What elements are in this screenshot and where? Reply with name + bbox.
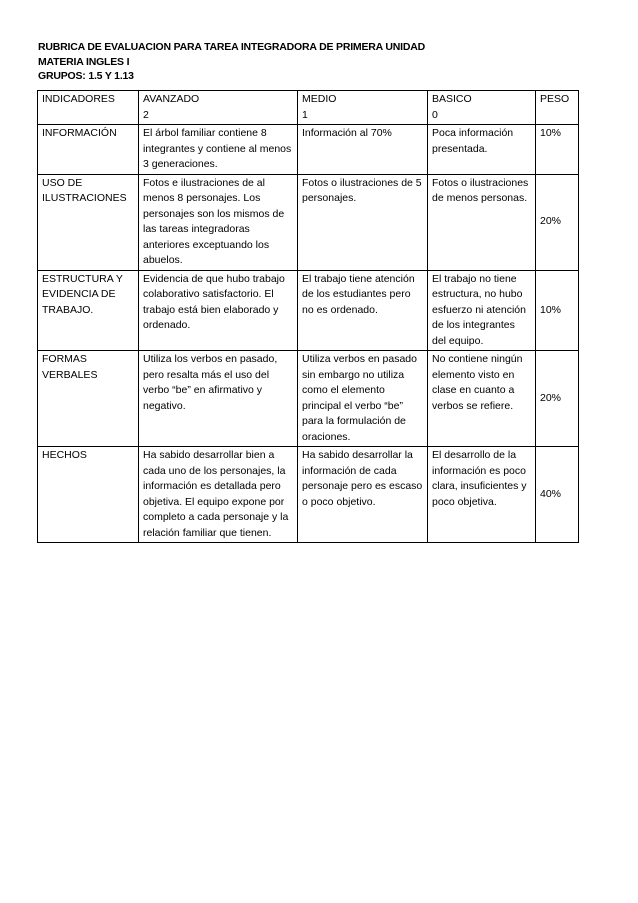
column-header-basico: BASICO 0 [428, 91, 536, 125]
level-basico: 0 [432, 108, 438, 121]
peso-cell: 20% [536, 174, 579, 270]
medio-cell: Ha sabido desarrollar la información de cada personaje pero es escaso o poco objetivo. [298, 447, 428, 543]
avanzado-cell: El árbol familiar contiene 8 integrantes y contiene al menos 3 generaciones. [139, 125, 298, 175]
document-title: RUBRICA DE EVALUACION PARA TAREA INTEGRADORA DE PRIMERA UNIDAD [38, 41, 425, 53]
basico-cell: El trabajo no tiene estructura, no hubo esfuerzo ni atención de los integrantes del equipo. [428, 270, 536, 351]
document-header [38, 40, 425, 84]
table-row [38, 447, 579, 543]
basico-cell: Fotos o ilustraciones de menos personas. [428, 174, 536, 270]
basico-cell: Poca información presentada. [428, 125, 536, 175]
table-row [38, 270, 579, 351]
medio-cell: Fotos o ilustraciones de 5 personajes. [298, 174, 428, 270]
indicator-cell: FORMAS VERBALES [38, 351, 139, 447]
level-medio: 1 [302, 108, 308, 121]
level-avanzado: 2 [143, 108, 149, 121]
indicator-cell: INFORMACIÓN [38, 125, 139, 175]
indicator-cell: ESTRUCTURA Y EVIDENCIA DE TRABAJO. [38, 270, 139, 351]
peso-cell: 10% [536, 125, 579, 175]
medio-cell: El trabajo tiene atención de los estudiantes pero no es ordenado. [298, 270, 428, 351]
avanzado-cell: Ha sabido desarrollar bien a cada uno de los personajes, la información es detallada pero objetiva. El equipo expone por completo a cada personaje y la relación familiar que tienen. [139, 447, 298, 543]
column-header-peso: PESO [536, 91, 579, 125]
basico-cell: El desarrollo de la información es poco clara, insuficientes y poco objetiva. [428, 447, 536, 543]
subject-line: MATERIA INGLES I [38, 55, 130, 68]
medio-cell: Información al 70% [298, 125, 428, 175]
column-header-indicadores: INDICADORES [38, 91, 139, 125]
groups-line: GRUPOS: 1.5 Y 1.13 [38, 70, 134, 82]
indicator-cell: HECHOS [38, 447, 139, 543]
table-row [38, 351, 579, 447]
basico-cell: No contiene ningún elemento visto en clase en cuanto a verbos se refiere. [428, 351, 536, 447]
peso-cell: 10% [536, 270, 579, 351]
indicator-cell: USO DE ILUSTRACIONES [38, 174, 139, 270]
rubric-table [37, 90, 579, 543]
avanzado-cell: Fotos e ilustraciones de al menos 8 personajes. Los personajes son los mismos de las tareas integradoras anteriores exceptuando los abuelos. [139, 174, 298, 270]
table-header-row [38, 91, 579, 125]
table-row [38, 125, 579, 175]
avanzado-cell: Evidencia de que hubo trabajo colaborativo satisfactorio. El trabajo está bien elaborado y ordenado. [139, 270, 298, 351]
table-row [38, 174, 579, 270]
column-header-avanzado: AVANZADO 2 [139, 91, 298, 125]
peso-cell: 40% [536, 447, 579, 543]
avanzado-cell: Utiliza los verbos en pasado, pero resalta más el uso del verbo “be” en afirmativo y negativo. [139, 351, 298, 447]
column-header-medio: MEDIO 1 [298, 91, 428, 125]
medio-cell: Utiliza verbos en pasado sin embargo no utiliza como el elemento principal el verbo “be” para la formulación de oraciones. [298, 351, 428, 447]
peso-cell: 20% [536, 351, 579, 447]
